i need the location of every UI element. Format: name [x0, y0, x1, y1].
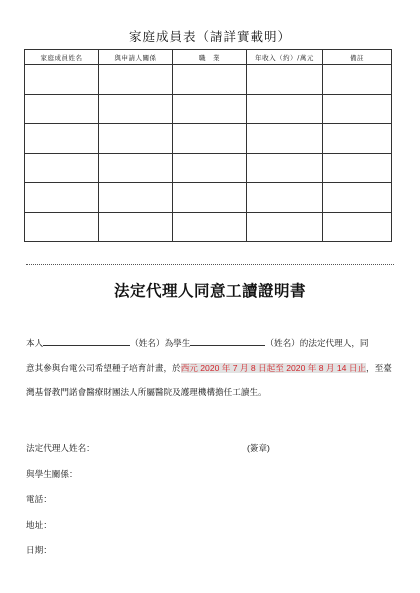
- table-cell[interactable]: [173, 212, 247, 242]
- table-cell[interactable]: [323, 94, 392, 124]
- table-row: [25, 124, 392, 154]
- table-cell[interactable]: [323, 153, 392, 183]
- table-cell[interactable]: [247, 153, 323, 183]
- header-remarks: 備註: [323, 50, 392, 65]
- table-header-row: [25, 50, 392, 65]
- address-label: 地址：: [26, 520, 52, 530]
- table-row: [25, 94, 392, 124]
- guardian-name-label: 法定代理人姓名：: [26, 443, 95, 453]
- header-relation: 與申請人關係: [99, 50, 173, 65]
- table-row: [25, 153, 392, 183]
- table-cell[interactable]: [247, 65, 323, 95]
- table-cell[interactable]: [323, 183, 392, 213]
- table-cell[interactable]: [173, 65, 247, 95]
- phone-label: 電話：: [26, 494, 52, 504]
- table-cell[interactable]: [323, 212, 392, 242]
- table-cell[interactable]: [25, 153, 99, 183]
- table-cell[interactable]: [323, 124, 392, 154]
- header-annual-income: 年收入（約）/萬元: [247, 50, 323, 65]
- consent-paragraph: [26, 331, 396, 405]
- table-cell[interactable]: [25, 65, 99, 95]
- table-cell[interactable]: [25, 183, 99, 213]
- consent-title: 法定代理人同意工讀證明書: [113, 283, 306, 300]
- table-cell[interactable]: [99, 124, 173, 154]
- table-cell[interactable]: [25, 212, 99, 242]
- relation-label: 與學生關係：: [26, 469, 78, 479]
- table-cell[interactable]: [173, 183, 247, 213]
- paragraph-text-4: 意其參與台電公司希望種子培育計畫，於: [26, 362, 181, 373]
- family-table-title: 家庭成員表（請詳實載明）: [128, 29, 291, 44]
- table-cell[interactable]: [247, 183, 323, 213]
- table-cell[interactable]: [25, 124, 99, 154]
- table-cell[interactable]: [247, 94, 323, 124]
- table-cell[interactable]: [25, 94, 99, 124]
- table-cell[interactable]: [99, 183, 173, 213]
- header-occupation: 職 業: [173, 50, 247, 65]
- date-label: 日期：: [26, 545, 52, 555]
- table-cell[interactable]: [99, 94, 173, 124]
- guardian-name-blank[interactable]: [43, 336, 130, 346]
- student-name-blank[interactable]: [190, 336, 265, 346]
- paragraph-text-3: （姓名）的法定代理人，同: [265, 338, 369, 348]
- paragraph-text-2: （姓名）為學生: [130, 338, 191, 348]
- table-cell[interactable]: [99, 212, 173, 242]
- table-cell[interactable]: [173, 153, 247, 183]
- work-period-highlight: 西元 2020 年 7 月 8 日起至 2020 年 8 月 14 日止: [180, 362, 367, 373]
- table-cell[interactable]: [247, 212, 323, 242]
- paragraph-text-5: ，至臺灣基督教門諾會醫療財團法人所屬醫院及護理機構擔任工讀生。: [26, 362, 392, 397]
- table-row: [25, 65, 392, 95]
- paragraph-text-1: 本人: [26, 338, 44, 348]
- table-cell[interactable]: [173, 124, 247, 154]
- table-cell[interactable]: [99, 153, 173, 183]
- table-cell[interactable]: [173, 94, 247, 124]
- seal-label: (簽章): [247, 443, 270, 453]
- table-cell[interactable]: [247, 124, 323, 154]
- table-row: [25, 183, 392, 213]
- dotted-divider: [26, 264, 394, 265]
- table-cell[interactable]: [323, 65, 392, 95]
- table-cell[interactable]: [99, 65, 173, 95]
- table-row: [25, 212, 392, 242]
- header-member-name: 家庭成員姓名: [25, 50, 99, 65]
- family-members-table: [24, 49, 392, 242]
